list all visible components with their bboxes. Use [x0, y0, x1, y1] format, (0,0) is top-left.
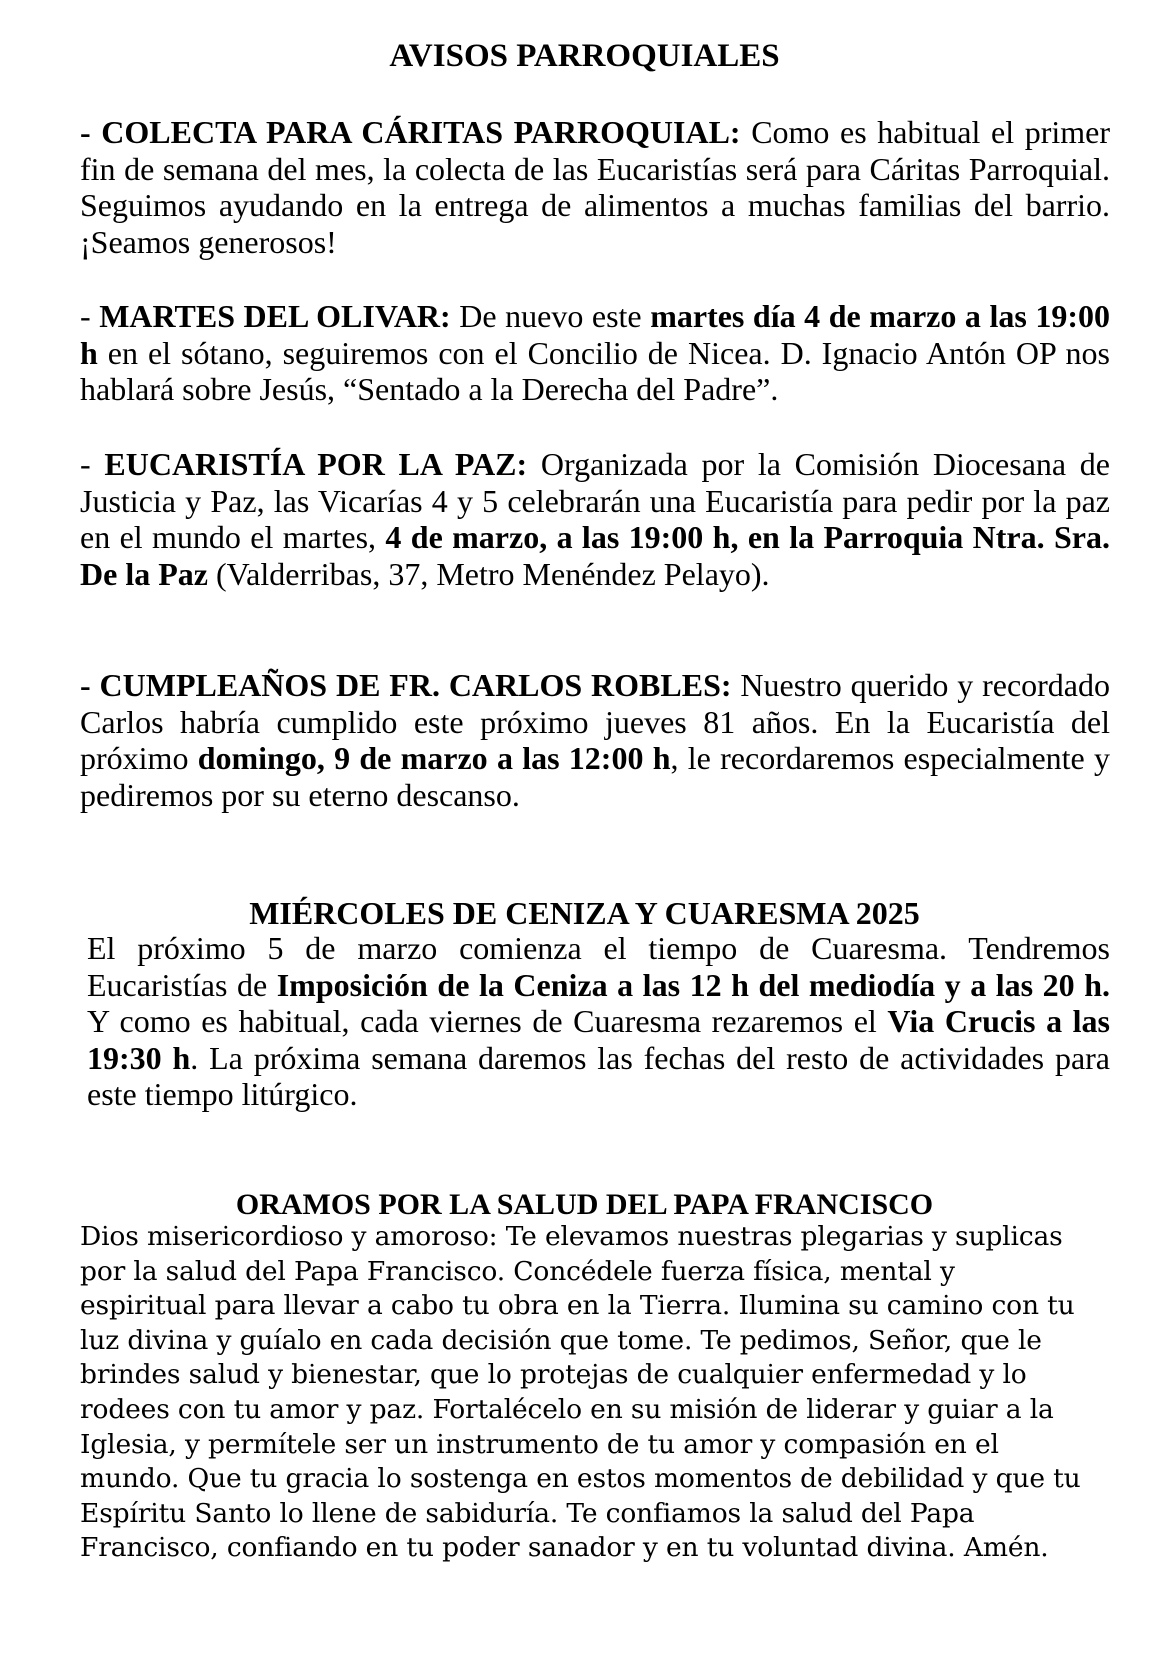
paz-text-2: (Valderribas, 37, Metro Menéndez Pelayo).: [207, 555, 770, 592]
cumple-text-2: , le recordaremos especialmente y pediremos por su eterno descanso.: [80, 740, 1111, 813]
ceniza-title: MIÉRCOLES DE CENIZA Y CUARESMA 2025: [249, 895, 920, 931]
prayer-line: Espíritu Santo lo llene de sabiduría. Te confiamos la salud del Papa: [80, 1497, 975, 1529]
prayer-line: luz divina y guíalo en cada decisión que tome. Te pedimos, Señor, que le: [80, 1324, 1042, 1356]
paz-text-1: Organizada por la Comisión Diocesana de Justicia y Paz, las Vicarías 4 y 5 celebrarán una Eucaristía para pedir por la paz en el mundo el martes,: [80, 446, 1111, 556]
prayer-line: Francisco, confiando en tu poder sanador y en tu voluntad divina. Amén.: [80, 1532, 1049, 1564]
martes-text-2: en el sótano, seguiremos con el Concilio de Nicea. D. Ignacio Antón OP nos hablará sobre Jesús, “Sentado a la Derecha del Padre”.: [80, 334, 1110, 408]
cumple-notice: [80, 667, 1110, 813]
prayer-text: [80, 1220, 1110, 1566]
ceniza-schedule: Imposición de la Ceniza a las 12 h del mediodía y a las 20 h.: [276, 966, 1111, 1003]
martes-heading: MARTES DEL OLIVAR:: [99, 298, 451, 334]
ceniza-text-2: Y como es habitual, cada viernes de Cuaresma rezaremos el: [87, 1003, 888, 1040]
ceniza-notice: [87, 930, 1110, 1113]
prayer-line: espiritual para llevar a cabo tu obra en la Tierra. Ilumina su camino con tu: [80, 1290, 1075, 1322]
prayer-line: por la salud del Papa Francisco. Concédele fuerza física, mental y: [80, 1255, 955, 1287]
martes-text-1: De nuevo este: [450, 298, 651, 334]
cumple-date: domingo, 9 de marzo a las 12:00 h: [197, 740, 671, 777]
paz-date-place: 4 de marzo, a las 19:00 h, en la Parroquia Ntra. Sra. De la Paz: [80, 519, 1111, 592]
prayer-line: Dios misericordioso y amoroso: Te elevamos nuestras plegarias y suplicas: [80, 1221, 1063, 1252]
ceniza-text-1: El próximo 5 de marzo comienza el tiempo de Cuaresma. Tendremos Eucaristías de: [87, 930, 1110, 1003]
martes-notice: [80, 298, 1110, 408]
oramos-title: ORAMOS POR LA SALUD DEL PAPA FRANCISCO: [235, 1188, 934, 1221]
paz-prefix: -: [80, 446, 105, 482]
martes-prefix: -: [80, 298, 100, 334]
ceniza-text-3: . La próxima semana daremos las fechas del resto de actividades para este tiempo litúrgico.: [87, 1039, 1111, 1113]
colecta-text: Como es habitual el primer fin de semana del mes, la colecta de las Eucaristías será para Cáritas Parroquial. Seguimos ayudando en la entrega de alimentos a muchas familias del barrio. ¡Seamos generosos!: [80, 114, 1111, 260]
prayer-line: Iglesia, y permítele ser un instrumento de tu amor y compasión en el: [80, 1428, 999, 1460]
prayer-line: mundo. Que tu gracia lo sostenga en estos momentos de debilidad y que tu: [80, 1463, 1081, 1495]
via-crucis-time: Via Crucis a las 19:30 h: [87, 1003, 1111, 1076]
prayer-line: brindes salud y bienestar, que lo protejas de cualquier enfermedad y lo: [80, 1359, 1027, 1391]
prayer-line: rodees con tu amor y paz. Fortalécelo en su misión de liderar y guiar a la: [80, 1393, 1054, 1425]
colecta-heading: - COLECTA PARA CÁRITAS PARROQUIAL:: [80, 114, 741, 150]
paz-heading: EUCARISTÍA POR LA PAZ:: [104, 446, 528, 482]
cumple-text-1: Nuestro querido y recordado Carlos habría cumplido este próximo jueves 81 años. En la Eucaristía del próximo: [80, 667, 1111, 777]
avisos-title: AVISOS PARROQUIALES: [389, 38, 780, 74]
colecta-notice: [80, 114, 1110, 260]
paz-notice: [80, 446, 1110, 592]
martes-date: martes día 4 de marzo a las 19:00 h: [80, 298, 1111, 371]
cumple-heading: - CUMPLEAÑOS DE FR. CARLOS ROBLES:: [80, 667, 732, 703]
